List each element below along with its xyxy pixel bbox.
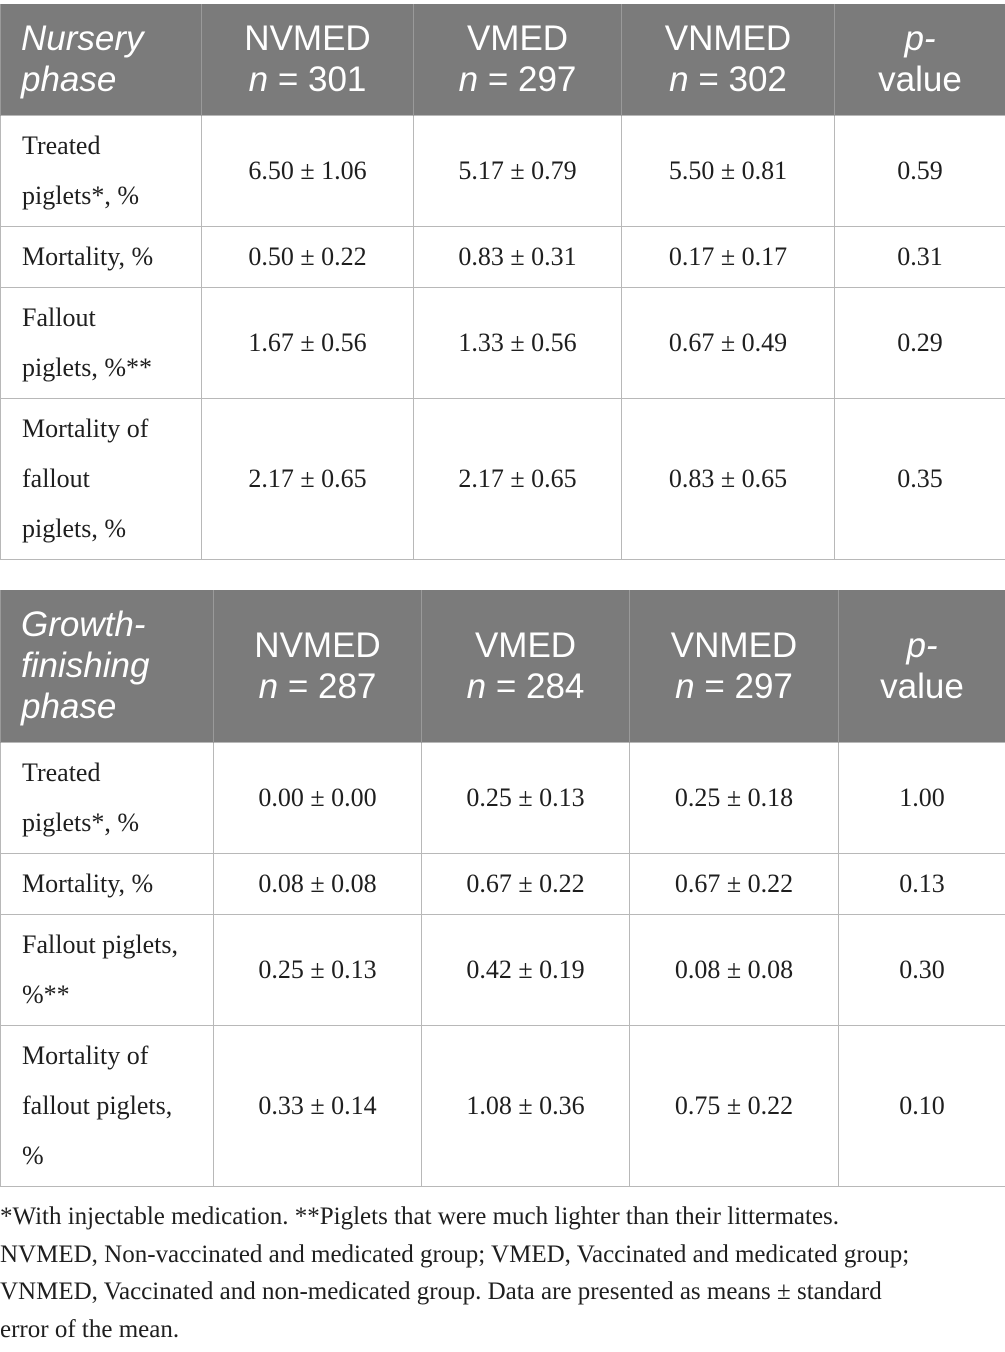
table-row [1, 914, 1005, 1025]
row-label: Fallout piglets, %** [1, 287, 202, 398]
table-header-row [1, 590, 1005, 742]
nvmed-cell: 0.08 ± 0.08 [214, 853, 422, 914]
table-row [1, 398, 1005, 559]
group-header-nvmed: NVMED n = 301 [202, 4, 414, 115]
pvalue-cell: 0.10 [839, 1025, 1005, 1186]
pvalue-header: p- value [835, 4, 1005, 115]
table-footnote [0, 1198, 1000, 1348]
nvmed-cell: 0.33 ± 0.14 [214, 1025, 422, 1186]
vmed-cell: 1.33 ± 0.56 [414, 287, 622, 398]
footnote-line: VNMED, Vaccinated and non-medicated group. Data are presented as means ± standard [0, 1278, 882, 1305]
footnote-line: NVMED, Non-vaccinated and medicated group; VMED, Vaccinated and medicated group; [0, 1240, 910, 1268]
table-row [1, 226, 1005, 287]
vmed-cell: 2.17 ± 0.65 [414, 398, 622, 559]
nvmed-cell: 1.67 ± 0.56 [202, 287, 414, 398]
pvalue-cell: 0.59 [835, 115, 1005, 226]
phase-header: Growth- finishing phase [1, 590, 214, 742]
vmed-cell: 0.83 ± 0.31 [414, 226, 622, 287]
vmed-cell: 5.17 ± 0.79 [414, 115, 622, 226]
nvmed-cell: 0.00 ± 0.00 [214, 742, 422, 853]
table-row [1, 115, 1005, 226]
vmed-cell: 1.08 ± 0.36 [422, 1025, 630, 1186]
vmed-cell: 0.67 ± 0.22 [422, 853, 630, 914]
vnmed-cell: 0.83 ± 0.65 [622, 398, 835, 559]
vmed-cell: 0.25 ± 0.13 [422, 742, 630, 853]
row-label: Mortality of fallout piglets, % [1, 398, 202, 559]
nvmed-cell: 0.50 ± 0.22 [202, 226, 414, 287]
table-row [1, 1025, 1005, 1186]
group-header-vmed: VMED n = 297 [414, 4, 622, 115]
row-label: Mortality, % [1, 226, 202, 287]
growth-finishing-phase-table [0, 590, 1005, 1187]
table-row [1, 742, 1005, 853]
pvalue-cell: 0.29 [835, 287, 1005, 398]
row-label: Treated piglets*, % [1, 742, 214, 853]
nursery-phase-table [0, 4, 1005, 560]
row-label: Fallout piglets, %** [1, 914, 214, 1025]
vnmed-cell: 0.17 ± 0.17 [622, 226, 835, 287]
group-header-vmed: VMED n = 284 [422, 590, 630, 742]
vnmed-cell: 5.50 ± 0.81 [622, 115, 835, 226]
row-label: Mortality, % [1, 853, 214, 914]
group-header-vnmed: VNMED n = 297 [630, 590, 839, 742]
pvalue-header: p- value [839, 590, 1005, 742]
pvalue-cell: 0.35 [835, 398, 1005, 559]
table-row [1, 287, 1005, 398]
pvalue-cell: 0.31 [835, 226, 1005, 287]
phase-header: Nursery phase [1, 4, 202, 115]
table-row [1, 853, 1005, 914]
vnmed-cell: 0.08 ± 0.08 [630, 914, 839, 1025]
pvalue-cell: 1.00 [839, 742, 1005, 853]
group-header-nvmed: NVMED n = 287 [214, 590, 422, 742]
footnote-line: *With injectable medication. **Piglets that were much lighter than their littermates. [0, 1203, 840, 1230]
nvmed-cell: 6.50 ± 1.06 [202, 115, 414, 226]
vmed-cell: 0.42 ± 0.19 [422, 914, 630, 1025]
row-label: Treated piglets*, % [1, 115, 202, 226]
row-label: Mortality of fallout piglets, % [1, 1025, 214, 1186]
vnmed-cell: 0.67 ± 0.49 [622, 287, 835, 398]
nvmed-cell: 2.17 ± 0.65 [202, 398, 414, 559]
group-header-vnmed: VNMED n = 302 [622, 4, 835, 115]
vnmed-cell: 0.75 ± 0.22 [630, 1025, 839, 1186]
table-header-row [1, 4, 1005, 115]
pvalue-cell: 0.13 [839, 853, 1005, 914]
pvalue-cell: 0.30 [839, 914, 1005, 1025]
footnote-line: error of the mean. [0, 1315, 180, 1343]
vnmed-cell: 0.25 ± 0.18 [630, 742, 839, 853]
vnmed-cell: 0.67 ± 0.22 [630, 853, 839, 914]
nvmed-cell: 0.25 ± 0.13 [214, 914, 422, 1025]
